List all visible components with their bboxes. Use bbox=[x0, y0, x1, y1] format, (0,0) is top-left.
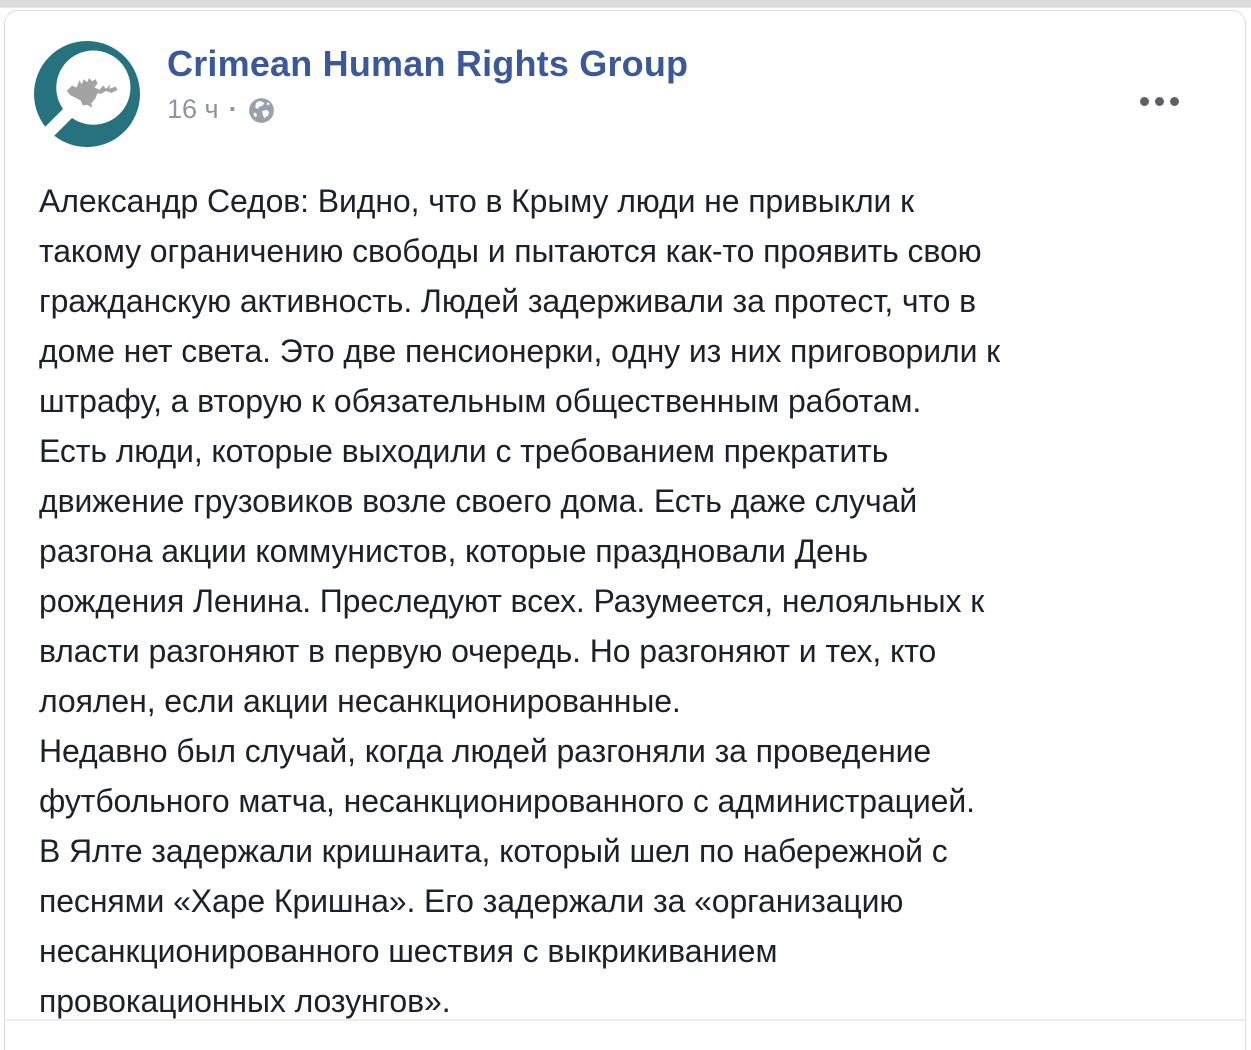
post-text-line: разгона акции коммунистов, которые праздновали День bbox=[39, 533, 869, 569]
bottom-divider bbox=[6, 1019, 1245, 1021]
post-card bbox=[4, 10, 1246, 1050]
post-text-line: движение грузовиков возле своего дома. Есть даже случай bbox=[39, 483, 918, 519]
timestamp-link[interactable]: 16 ч bbox=[167, 94, 219, 124]
post-text-line: власти разгоняют в первую очередь. Но разгоняют и тех, кто bbox=[39, 633, 937, 669]
post-text-line: Есть люди, которые выходили с требованием прекратить bbox=[39, 433, 889, 469]
post-text-line: лоялен, если акции несанкционированные. bbox=[39, 683, 681, 719]
crimea-map-magnifier-logo bbox=[34, 41, 140, 147]
post-text-line: доме нет света. Это две пенсионерки, одну из них приговорили к bbox=[39, 333, 1001, 369]
ellipsis-icon bbox=[1155, 97, 1164, 106]
post-text-line: провокационных лозунгов». bbox=[39, 983, 451, 1019]
post-text-line: песнями «Харе Кришна». Его задержали за «организацию bbox=[39, 883, 904, 919]
ellipsis-icon bbox=[1170, 97, 1179, 106]
post-text-line: гражданскую активность. Людей задерживали за протест, что в bbox=[39, 283, 977, 319]
post-options-button[interactable] bbox=[1136, 89, 1183, 114]
post-header bbox=[34, 41, 1215, 147]
post-text-line: Недавно был случай, когда людей разгоняли за проведение bbox=[39, 733, 932, 769]
post-meta bbox=[167, 94, 688, 125]
post-text bbox=[39, 176, 1235, 1026]
post-text-line: футбольного матча, несанкционированного с администрацией. bbox=[39, 783, 975, 819]
globe-icon bbox=[248, 95, 275, 124]
meta-separator: · bbox=[228, 94, 238, 124]
post-text-line: несанкционированного шествия с выкрикиванием bbox=[39, 933, 778, 969]
post-text-line: Александр Седов: Видно, что в Крыму люди не привыкли к bbox=[39, 183, 914, 219]
post-header-text bbox=[167, 41, 688, 125]
post-text-line: штрафу, а вторую к обязательным общественным работам. bbox=[39, 383, 922, 419]
page-avatar[interactable] bbox=[34, 41, 140, 147]
post-text-line: рождения Ленина. Преследуют всех. Разумеется, нелояльных к bbox=[39, 583, 985, 619]
post-text-line: В Ялте задержали кришнаита, который шел по набережной с bbox=[39, 833, 948, 869]
ellipsis-icon bbox=[1140, 97, 1149, 106]
post-text-line: такому ограничению свободы и пытаются как-то проявить свою bbox=[39, 233, 982, 269]
page-top-edge bbox=[0, 0, 1251, 8]
page-name-link[interactable]: Crimean Human Rights Group bbox=[167, 43, 689, 84]
